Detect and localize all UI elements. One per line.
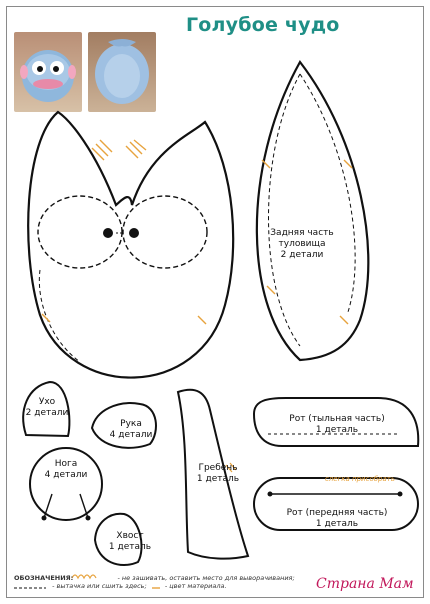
legend-item-2: - вытачка или сшить здесь; bbox=[52, 582, 147, 590]
dart-marks bbox=[42, 140, 206, 324]
mouth-front-label bbox=[262, 508, 412, 530]
comb-name: Гребень bbox=[198, 463, 238, 473]
pupil-right bbox=[129, 228, 139, 238]
ear-name: Ухо bbox=[38, 397, 56, 407]
legend bbox=[14, 574, 295, 590]
mouth-front-name: Рот (передняя часть) bbox=[286, 508, 388, 518]
legend-row-1 bbox=[14, 574, 295, 582]
mouth-back-name: Рот (тыльная часть) bbox=[289, 414, 385, 424]
back-body-name2: туловища bbox=[278, 239, 326, 249]
legend-label: ОБОЗНАЧЕНИЯ: bbox=[14, 574, 74, 582]
mouth-back-label bbox=[262, 414, 412, 436]
leg-name: Нога bbox=[54, 459, 78, 469]
leg-label bbox=[38, 459, 94, 481]
back-body-name: Задняя часть bbox=[270, 228, 334, 238]
back-body-count: 2 детали bbox=[280, 250, 324, 260]
site-watermark: Страна Мам bbox=[316, 576, 414, 592]
comb-count: 1 деталь bbox=[196, 474, 240, 484]
tail-label bbox=[100, 531, 160, 553]
legend-item-1: - не зашивать, оставить место для выворачивания; bbox=[117, 574, 295, 582]
legend-item-3: - цвет материала. bbox=[164, 582, 227, 590]
mouth-back-count: 1 деталь bbox=[315, 425, 359, 435]
tail-count: 1 деталь bbox=[108, 542, 152, 552]
tail-name: Хвост bbox=[116, 531, 144, 541]
dart-note: слегка присобрать bbox=[324, 475, 395, 483]
arm-count: 4 детали bbox=[109, 430, 153, 440]
arm-label bbox=[104, 419, 158, 441]
mouth-front-count: 1 деталь bbox=[315, 519, 359, 529]
back-body-label bbox=[270, 228, 334, 261]
owl-front-body bbox=[28, 112, 233, 378]
ear-count: 2 детали bbox=[25, 408, 69, 418]
arm-name: Рука bbox=[120, 419, 142, 429]
pupil-left bbox=[103, 228, 113, 238]
comb-label bbox=[188, 463, 248, 485]
ear-label bbox=[20, 397, 74, 419]
leg-count: 4 детали bbox=[44, 470, 88, 480]
page-title: Голубое чудо bbox=[186, 14, 340, 36]
legend-row-2 bbox=[14, 582, 295, 590]
